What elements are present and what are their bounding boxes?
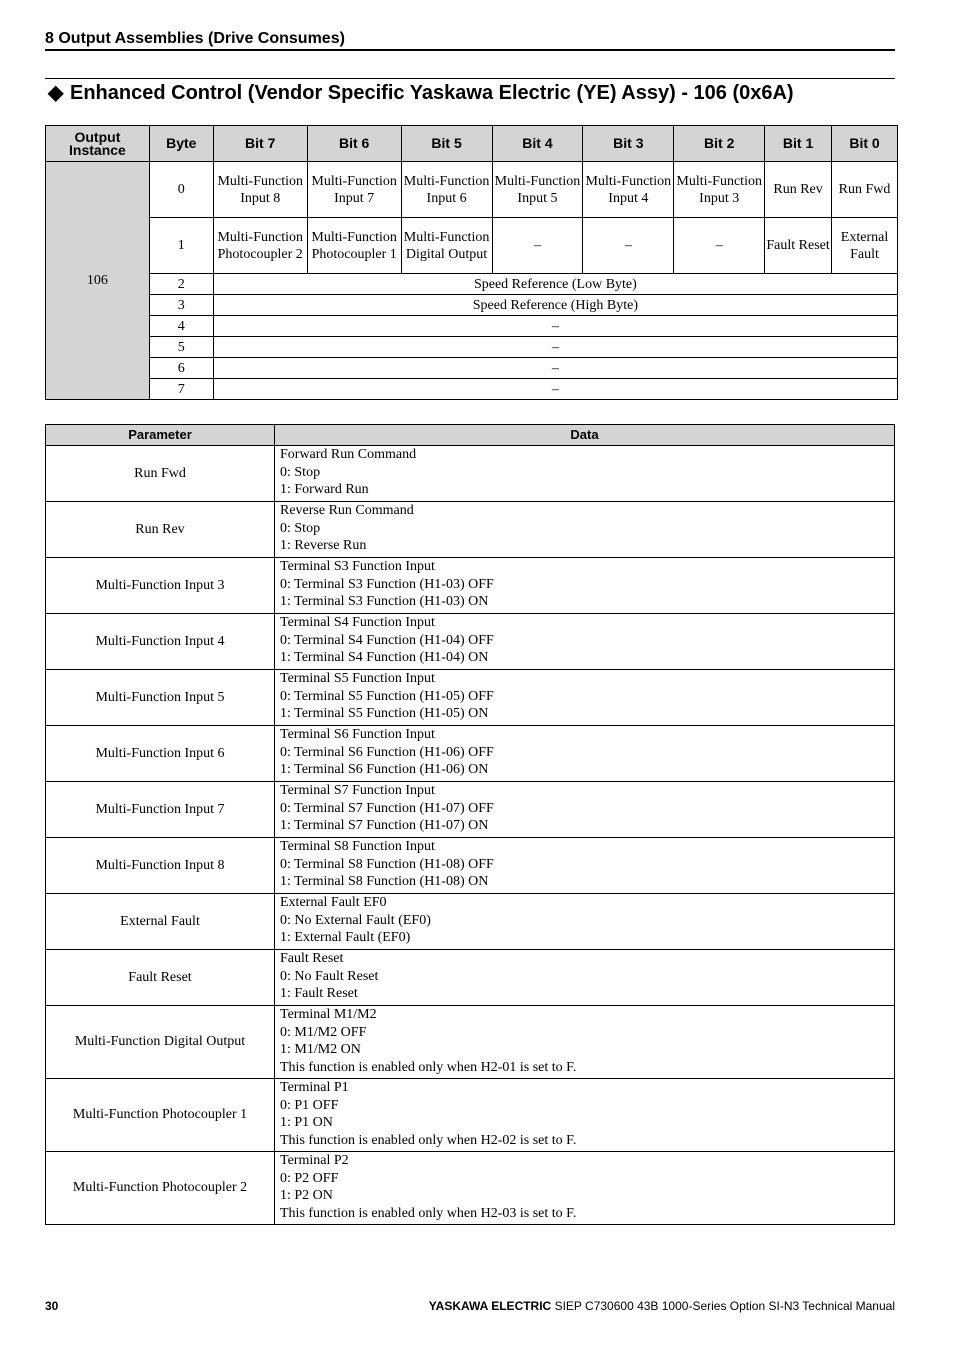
bit-cell: Multi-Function Input 3 xyxy=(674,162,765,218)
parameter-name: Run Fwd xyxy=(46,446,275,502)
bit-cell: External Fault xyxy=(832,218,898,274)
parameter-name: Multi-Function Photocoupler 2 xyxy=(46,1152,275,1225)
data-line: Terminal P1 xyxy=(280,1080,349,1095)
byte-row xyxy=(46,274,898,295)
parameter-data xyxy=(275,1006,895,1079)
bit-cell: Multi-Function Photocoupler 1 xyxy=(307,218,401,274)
bit-cell: Multi-Function Input 4 xyxy=(583,162,674,218)
data-line: 0: Terminal S5 Function (H1-05) OFF xyxy=(280,688,494,704)
header-parameter: Parameter xyxy=(46,425,275,446)
header-bit0: Bit 0 xyxy=(832,126,898,162)
parameter-data xyxy=(275,614,895,670)
data-line: 1: M1/M2 ON xyxy=(280,1042,361,1058)
header-bit7: Bit 7 xyxy=(213,126,307,162)
byte-cell: 1 xyxy=(149,218,213,274)
byte-cell: 5 xyxy=(149,337,213,358)
data-line: 1: Terminal S3 Function (H1-03) ON xyxy=(280,594,489,610)
byte-row xyxy=(46,379,898,400)
diamond-bullet-icon: ◆ xyxy=(48,82,64,104)
footer-brand: YASKAWA ELECTRIC xyxy=(428,1299,552,1313)
data-line: 0: M1/M2 OFF xyxy=(280,1024,367,1040)
section-title xyxy=(48,80,794,106)
byte-row xyxy=(46,162,898,218)
data-line: Terminal S4 Function Input xyxy=(280,615,435,630)
data-line: This function is enabled only when H2-01 is set to F. xyxy=(280,1059,577,1075)
parameter-name: Multi-Function Input 5 xyxy=(46,670,275,726)
chapter-header: 8 Output Assemblies (Drive Consumes) xyxy=(45,29,895,51)
header-bit2: Bit 2 xyxy=(674,126,765,162)
parameter-name: Multi-Function Input 3 xyxy=(46,558,275,614)
parameter-row xyxy=(46,838,895,894)
byte-row xyxy=(46,316,898,337)
data-line: 0: Terminal S6 Function (H1-06) OFF xyxy=(280,744,494,760)
data-line: 0: Terminal S8 Function (H1-08) OFF xyxy=(280,856,494,872)
byte-cell: 7 xyxy=(149,379,213,400)
data-line: Terminal S3 Function Input xyxy=(280,559,435,574)
parameter-row xyxy=(46,950,895,1006)
data-line: Forward Run Command xyxy=(280,447,417,462)
data-line: 1: P1 ON xyxy=(280,1115,333,1131)
bit-cell: Multi-Function Photocoupler 2 xyxy=(213,218,307,274)
parameter-data xyxy=(275,782,895,838)
bit-cell: Multi-Function Input 8 xyxy=(213,162,307,218)
parameter-data xyxy=(275,670,895,726)
data-line: 1: Terminal S4 Function (H1-04) ON xyxy=(280,650,489,666)
data-line: 1: External Fault (EF0) xyxy=(280,930,411,946)
parameter-name: Multi-Function Input 4 xyxy=(46,614,275,670)
data-line: 0: P2 OFF xyxy=(280,1170,339,1186)
parameter-row xyxy=(46,558,895,614)
bit-cell: Fault Reset xyxy=(765,218,832,274)
data-line: 0: Stop xyxy=(280,520,321,536)
parameter-row xyxy=(46,1079,895,1152)
byte-cell: 3 xyxy=(149,295,213,316)
data-line: This function is enabled only when H2-03 is set to F. xyxy=(280,1205,577,1221)
parameter-name: External Fault xyxy=(46,894,275,950)
byte-row xyxy=(46,218,898,274)
byte-cell: 2 xyxy=(149,274,213,295)
parameter-name: Fault Reset xyxy=(46,950,275,1006)
parameter-name: Run Rev xyxy=(46,502,275,558)
header-bit5: Bit 5 xyxy=(401,126,492,162)
data-line: 0: Terminal S3 Function (H1-03) OFF xyxy=(280,576,494,592)
parameter-row xyxy=(46,502,895,558)
data-line: 1: Terminal S7 Function (H1-07) ON xyxy=(280,818,489,834)
span-cell: – xyxy=(213,337,897,358)
byte-cell: 4 xyxy=(149,316,213,337)
data-line: 1: P2 ON xyxy=(280,1188,333,1204)
data-line: Terminal S8 Function Input xyxy=(280,839,435,854)
data-line: 1: Terminal S6 Function (H1-06) ON xyxy=(280,762,489,778)
data-line: Terminal S5 Function Input xyxy=(280,671,435,686)
parameter-data xyxy=(275,838,895,894)
parameter-data xyxy=(275,894,895,950)
bit-cell: – xyxy=(674,218,765,274)
span-cell: – xyxy=(213,358,897,379)
parameter-name: Multi-Function Digital Output xyxy=(46,1006,275,1079)
data-line: 1: Fault Reset xyxy=(280,986,358,1002)
data-line: 1: Forward Run xyxy=(280,482,369,498)
bit-cell: Multi-Function Input 6 xyxy=(401,162,492,218)
span-cell: Speed Reference (Low Byte) xyxy=(213,274,897,295)
data-line: External Fault EF0 xyxy=(280,895,387,910)
parameter-row xyxy=(46,670,895,726)
bit-cell: Multi-Function Input 5 xyxy=(492,162,583,218)
parameter-name: Multi-Function Input 7 xyxy=(46,782,275,838)
data-line: Terminal S7 Function Input xyxy=(280,783,435,798)
page-number: 30 xyxy=(45,1299,59,1313)
parameter-row xyxy=(46,782,895,838)
parameter-name: Multi-Function Photocoupler 1 xyxy=(46,1079,275,1152)
header-bit3: Bit 3 xyxy=(583,126,674,162)
data-line: Fault Reset xyxy=(280,951,344,966)
assembly-header-row xyxy=(46,126,898,162)
span-cell: – xyxy=(213,379,897,400)
parameter-data xyxy=(275,502,895,558)
parameter-table xyxy=(45,424,895,1225)
parameter-data xyxy=(275,1079,895,1152)
bit-cell: Run Fwd xyxy=(832,162,898,218)
bit-cell: Multi-Function Digital Output xyxy=(401,218,492,274)
data-line: 0: No External Fault (EF0) xyxy=(280,912,431,928)
parameter-row xyxy=(46,726,895,782)
byte-row xyxy=(46,295,898,316)
parameter-data xyxy=(275,950,895,1006)
data-line: This function is enabled only when H2-02 is set to F. xyxy=(280,1132,577,1148)
data-line: 0: Terminal S7 Function (H1-07) OFF xyxy=(280,800,494,816)
data-line: Reverse Run Command xyxy=(280,503,414,518)
span-cell: Speed Reference (High Byte) xyxy=(213,295,897,316)
parameter-row xyxy=(46,1006,895,1079)
parameter-data xyxy=(275,726,895,782)
section-title-text: Enhanced Control (Vendor Specific Yaskawa Electric (YE) Assy) - 106 (0x6A) xyxy=(70,82,794,104)
parameter-name: Multi-Function Input 6 xyxy=(46,726,275,782)
parameter-row xyxy=(46,446,895,502)
header-bit1: Bit 1 xyxy=(765,126,832,162)
parameter-header-row xyxy=(46,425,895,446)
byte-cell: 0 xyxy=(149,162,213,218)
parameter-row xyxy=(46,1152,895,1225)
bit-cell: Multi-Function Input 7 xyxy=(307,162,401,218)
parameter-data xyxy=(275,1152,895,1225)
divider xyxy=(45,78,895,79)
data-line: 0: P1 OFF xyxy=(280,1097,339,1113)
parameter-row xyxy=(46,894,895,950)
byte-cell: 6 xyxy=(149,358,213,379)
parameter-data xyxy=(275,558,895,614)
data-line: 0: No Fault Reset xyxy=(280,968,379,984)
header-bit4: Bit 4 xyxy=(492,126,583,162)
bit-cell: Run Rev xyxy=(765,162,832,218)
header-byte: Byte xyxy=(149,126,213,162)
span-cell: – xyxy=(213,316,897,337)
data-line: Terminal P2 xyxy=(280,1153,349,1168)
header-bit6: Bit 6 xyxy=(307,126,401,162)
data-line: 1: Reverse Run xyxy=(280,538,367,554)
header-output-instance: Output Instance xyxy=(46,126,150,162)
byte-row xyxy=(46,337,898,358)
byte-row xyxy=(46,358,898,379)
parameter-row xyxy=(46,614,895,670)
parameter-name: Multi-Function Input 8 xyxy=(46,838,275,894)
data-line: 0: Stop xyxy=(280,464,321,480)
data-line: 0: Terminal S4 Function (H1-04) OFF xyxy=(280,632,494,648)
data-line: Terminal S6 Function Input xyxy=(280,727,435,742)
header-data: Data xyxy=(275,425,895,446)
data-line: 1: Terminal S8 Function (H1-08) ON xyxy=(280,874,489,890)
footer-doc-title: SIEP C730600 43B 1000-Series Option SI-N3 Technical Manual xyxy=(551,1299,895,1313)
data-line: Terminal M1/M2 xyxy=(280,1007,377,1022)
footer-doc-info xyxy=(429,1299,895,1313)
bit-cell: – xyxy=(492,218,583,274)
data-line: 1: Terminal S5 Function (H1-05) ON xyxy=(280,706,489,722)
parameter-data xyxy=(275,446,895,502)
bit-cell: – xyxy=(583,218,674,274)
instance-cell: 106 xyxy=(46,162,150,400)
assembly-table xyxy=(45,125,898,400)
